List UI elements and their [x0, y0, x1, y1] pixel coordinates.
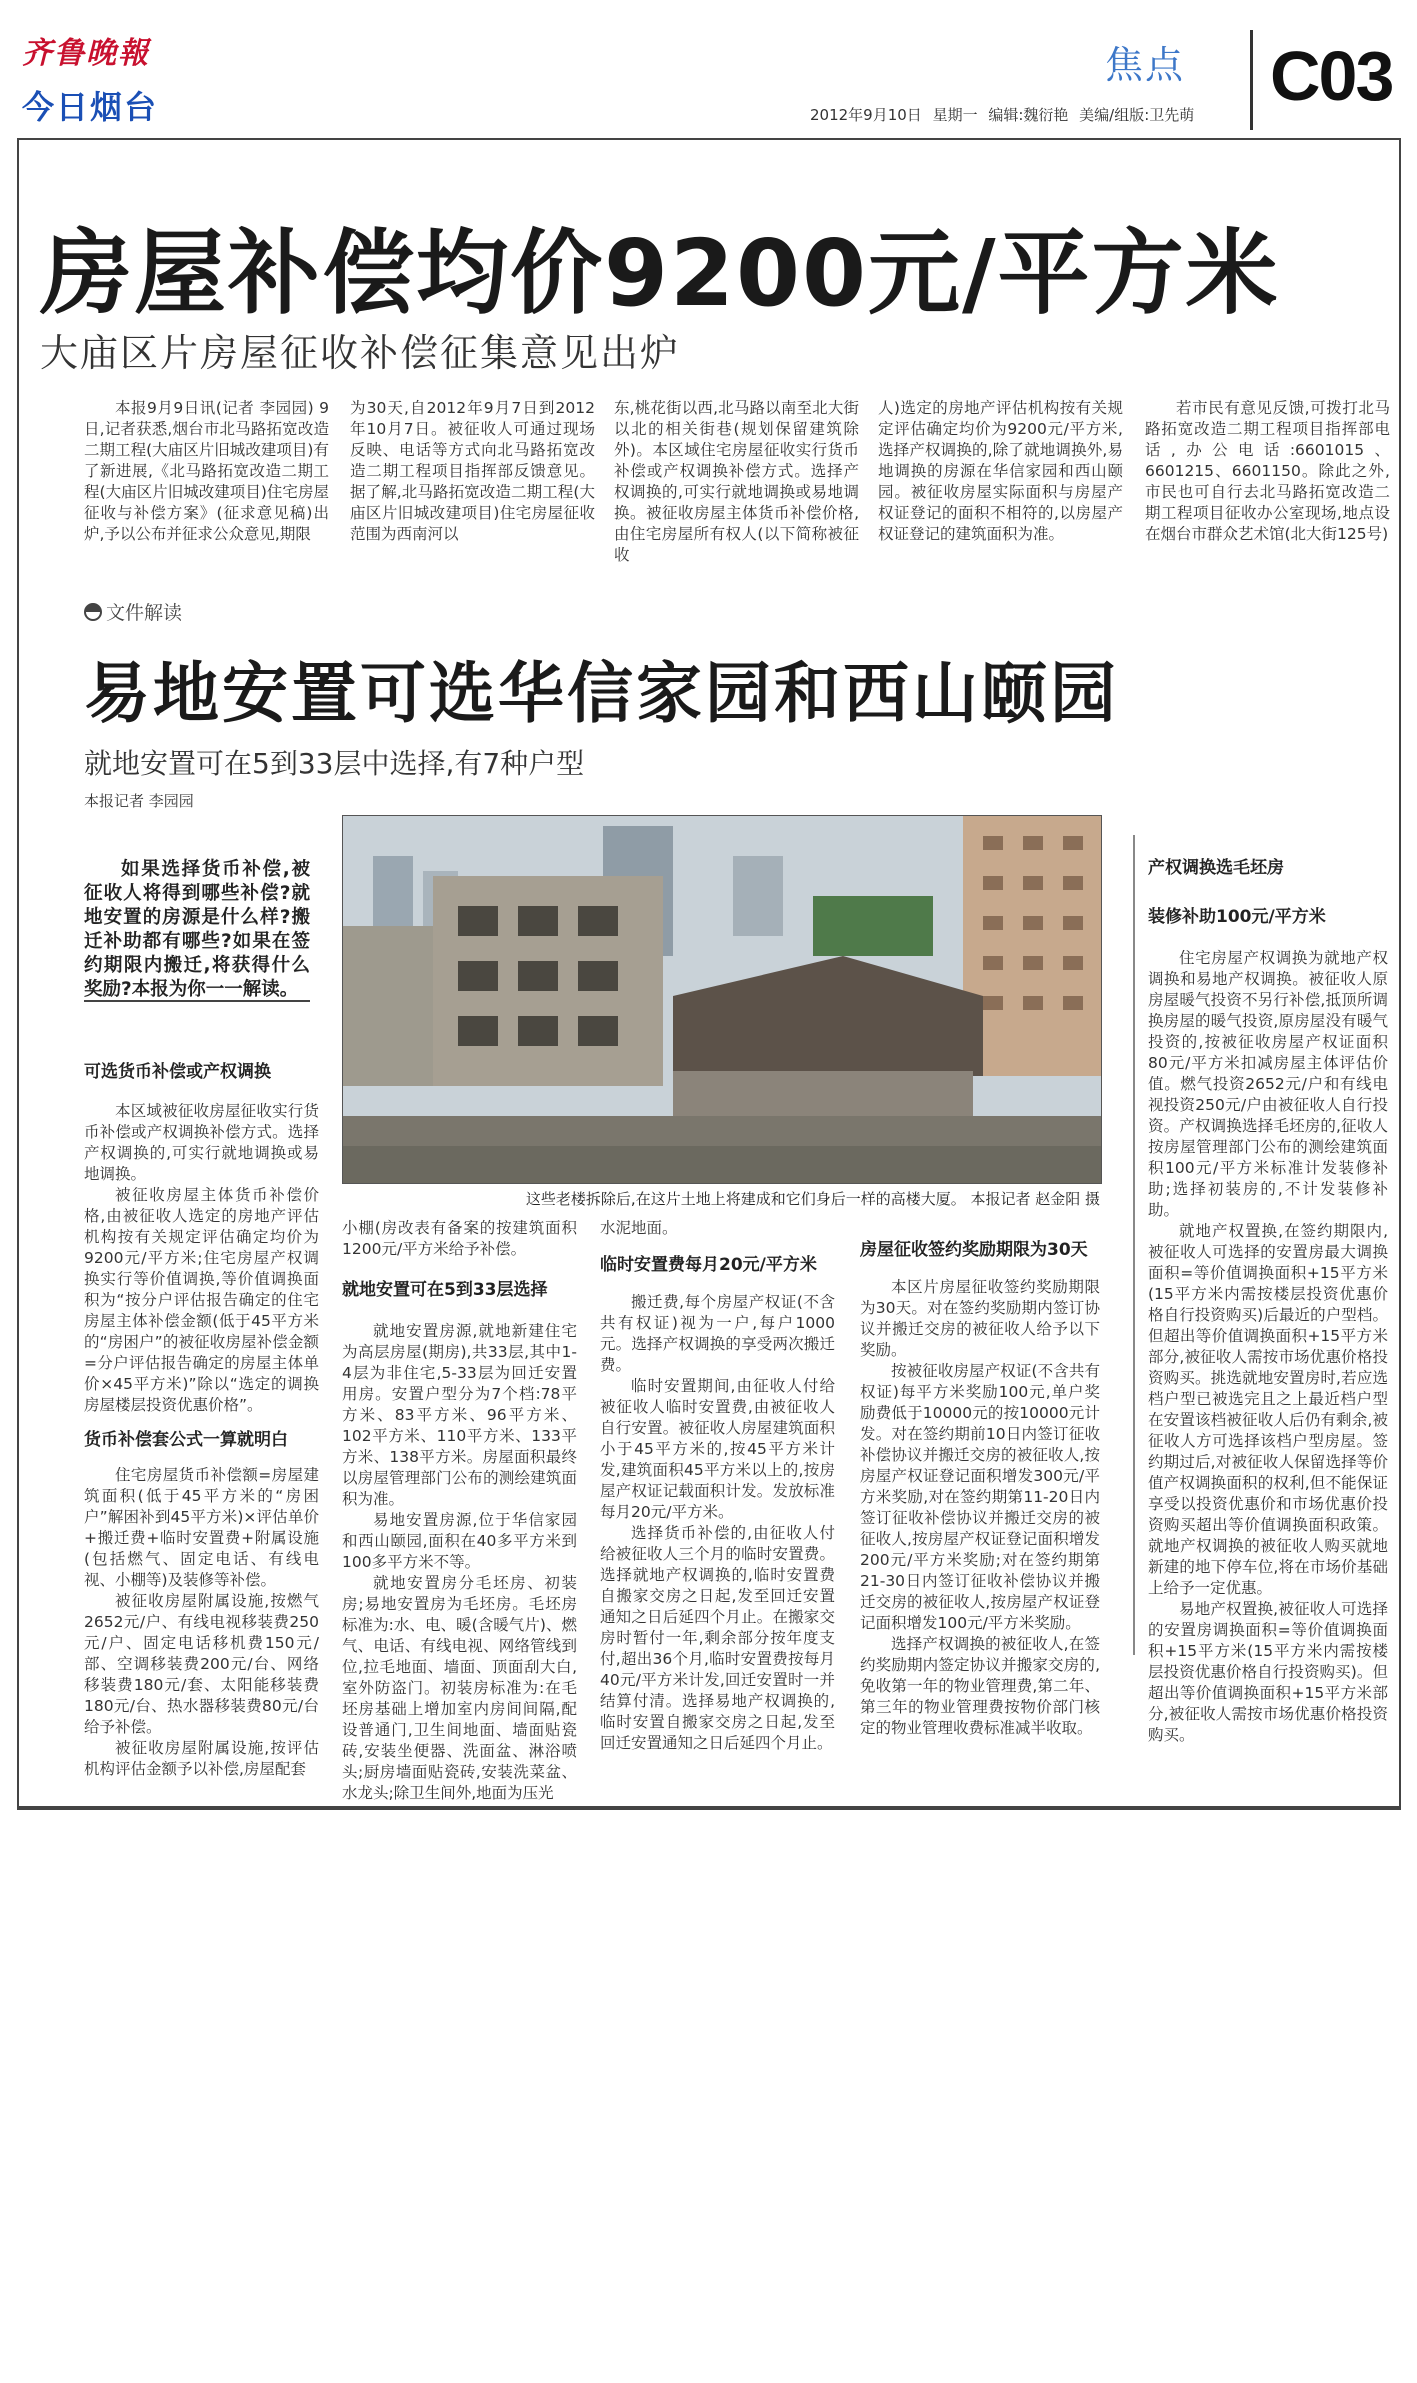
article2-subhead: 就地安置可在5到33层中选择,有7种户型 — [84, 747, 585, 780]
tag-icon — [84, 603, 102, 621]
article2-column-2: 小棚(房改表有备案的按建筑面积1200元/平方米给予补偿。 就地安置可在5到33层选择 就地安置房源,就地新建住宅为高层房屋(期房),共33层,其中1-4层为非住宅,5-33层为回迁安置用房。安置户型分为7个档:78平方米、83平方米、96平方米、102平方米、110平方米、133平方米、138平方米。房屋面积最终以房屋管理部门公布的测绘建筑面积为准。 易地安置房源,位于华信家园和西山颐园,面积在40多平方米到100多平方米不等。 就地安置房分毛坯房、初装房;易地安置房为毛坯房。毛坯房标准为:水、电、暖(含暖气片)、燃气、电话、有线电视、网络管线到位,拉毛地面、墙面、顶面刮大白,室外防盗门。初装房标准为:在毛坯房基础上增加室内房间间隔,配设普通门,卫生间地面、墙面贴瓷砖,安装坐便器、洗面盆、淋浴喷头;厨房墙面贴瓷砖,安装洗菜盆、水龙头;除卫生间外,地面为压光 — [342, 1219, 577, 1802]
subheading: 产权调换选毛坯房 — [1148, 858, 1284, 878]
newspaper-logo: 齐鲁晚報 — [22, 36, 150, 71]
subheading: 临时安置费每月20元/平方米 — [600, 1255, 817, 1275]
main-headline: 房屋补偿均价9200元/平方米 — [40, 220, 1280, 327]
article2-lead: 如果选择货币补偿,被征收人将得到哪些补偿?就地安置的房源是什么样?搬迁补助都有哪些?如果在签约期限内搬迁,将获得什么奖励?本报为你一一解读。 — [84, 859, 310, 1000]
subheading: 可选货币补偿或产权调换 — [84, 1062, 271, 1082]
article2-byline: 本报记者 李园园 — [84, 792, 194, 810]
lead-divider — [84, 1000, 310, 1002]
photo-caption: 这些老楼拆除后,在这片土地上将建成和它们身后一样的高楼大厦。 本报记者 赵金阳 摄 — [525, 1190, 1100, 1208]
subheading: 货币补偿套公式一算就明白 — [84, 1430, 288, 1450]
section-tag: 文件解读 — [84, 598, 182, 625]
subheading: 房屋征收签约奖励期限为30天 — [860, 1240, 1088, 1260]
subheading: 装修补助100元/平方米 — [1148, 907, 1326, 927]
edition-name: 今日烟台 — [22, 88, 159, 126]
article2-column-5: 产权调换选毛坯房 装修补助100元/平方米 住宅房屋产权调换为就地产权调换和易地产权调换。被征收人原房屋暖气投资不另行补偿,抵顶所调换房屋的暖气投资,原房屋没有暖气投资的,按被征收房屋产权证面积80元/平方米扣减房屋主体评估价值。燃气投资2652元/户和有线电视投资250元/户由被征收人自行投资。产权调换选择毛坯房的,征收人按房屋管理部门公布的测绘建筑面积100元/平方米标准计发装修补助;选择初装房的,不计发装修补助。 就地产权置换,在签约期限内,被征收人可选择的安置房最大调换面积=等价值调换面积+15平方米(15平方米内需按楼层投资优惠价格自行投资购买)后最近的户型档。但超出等价值调换面积+15平方米部分,被征收人需按市场优惠价格投资购买。挑选就地安置房时,若应选档户型已被选完且之上最近档户型在安置该档被征收人后仍有剩余,被征收人方可选择该档户型房屋。签约期过后,对被征收人保留选择等价值产权调换面积的权利,但不能保证享受以投资优惠价和市场优惠价投资购买超出等价值调换面积政策。就地产权调换的被征收人购买就地新建的地下停车位,将在市场价基础上给予一定优惠。 易地产权置换,被征收人可选择的安置房调换面积=等价值调换面积+15平方米(15平方米内需按楼层投资优惠价格自行投资购买)。但超出等价值调换面积+15平方米部分,被征收人需按市场优惠价格投资购买。 — [1148, 858, 1388, 1744]
masthead-divider — [1250, 30, 1253, 130]
article2-headline: 易地安置可选华信家园和西山颐园 — [84, 655, 1119, 732]
page-number: C03 — [1270, 37, 1393, 115]
section-name: 焦点 — [1105, 43, 1186, 87]
article1-column-4: 人)选定的房地产评估机构按有关规定评估确定均价为9200元/平方米,选择产权调换的,除了就地调换外,易地调换的房源在华信家园和西山颐园。被征收房屋实际面积与房屋产权证登记的面积不相符的,以房屋产权证登记的建筑面积为准。 — [878, 399, 1123, 543]
news-photo — [342, 815, 1102, 1184]
article2-column-3: 水泥地面。 临时安置费每月20元/平方米 搬迁费,每个房屋产权证(不含共有权证)视为一户,每户1000元。选择产权调换的享受两次搬迁费。 临时安置期间,由征收人付给被征收人临时安置费,由被征收人自行安置。被征收人房屋建筑面积小于45平方米的,按45平方米计发,建筑面积45平方米以上的,按房屋产权证记载面积计发。发放标准每月20元/平方米。 选择货币补偿的,由征收人付给被征收人三个月的临时安置费。选择就地产权调换的,临时安置费自搬家交房之日起,发至回迁安置通知之日后延四个月止。在搬家交房时暂付一年,剩余部分按年度支付,超出36个月,临时安置费按每月40元/平方米计发,回迁安置时一并结算付清。选择易地产权调换的,临时安置自搬家交房之日起,发至回迁安置通知之日后延四个月止。 — [600, 1219, 835, 1752]
photo-buildings-illustration — [343, 816, 1101, 1183]
subheading: 就地安置可在5到33层选择 — [342, 1280, 548, 1300]
article1-column-3: 东,桃花街以西,北马路以南至北大街以北的相关街巷(规划保留建筑除外)。本区域住宅房屋征收实行货币补偿或产权调换补偿方式。选择产权调换的,可实行就地调换或易地调换。被征收房屋主体货币补偿价格,由住宅房屋所有权人(以下简称被征收 — [614, 399, 859, 564]
article2-column-4: 房屋征收签约奖励期限为30天 本区片房屋征收签约奖励期限为30天。对在签约奖励期内签订协议并搬迁交房的被征收人给予以下奖励。 按被征收房屋产权证(不含共有权证)每平方米奖励100元,单户奖励费低于10000元的按10000元计发。对在签约期前10日内签订征收补偿协议并搬迁交房的被征收人,按房屋产权证登记面积增发300元/平方米奖励,对在签约期第11-20日内签订征收补偿协议并搬迁交房的被征收人,按房屋产权证登记面积增发200元/平方米奖励;对在签约期第21-30日内签订征收补偿协议并搬迁交房的被征收人,按房屋产权证登记面积增发100元/平方米奖励。 选择产权调换的被征收人,在签约奖励期内签定协议并搬家交房的,免收第一年的物业管理费,第二年、第三年的物业管理费按物价部门核定的物业管理收费标准减半收取。 — [860, 1240, 1100, 1737]
article1-column-2: 为30天,自2012年9月7日到2012年10月7日。被征收人可通过现场反映、电话等方式向北马路拓宽改造二期工程项目指挥部反馈意见。据了解,北马路拓宽改造二期工程(大庙区片旧城改建项目)住宅房屋征收范围为西南河以 — [350, 399, 595, 543]
article1-column-5: 若市民有意见反馈,可拨打北马路拓宽改造二期工程项目指挥部电话,办公电话:6601015、6601215、6601150。除此之外,市民也可自行去北马路拓宽改造二期工程项目征收办公室现场,地点设在烟台市群众艺术馆(北大街125号) — [1145, 399, 1390, 543]
main-subhead: 大庙区片房屋征收补偿征集意见出炉 — [40, 331, 681, 375]
bottom-rule — [17, 1806, 1401, 1808]
article1-column-1: 本报9月9日讯(记者 李园园) 9日,记者获悉,烟台市北马路拓宽改造二期工程(大庙区片旧城改建项目)有了新进展,《北马路拓宽改造二期工程(大庙区片旧城改建项目)住宅房屋征收与补偿方案》(征求意见稿)出炉,予以公布并征求公众意见,期限 — [84, 399, 329, 543]
column-divider — [1133, 835, 1135, 1655]
dateline: 2012年9月10日 星期一 编辑:魏衍艳 美编/组版:卫先萌 — [810, 106, 1195, 124]
article2-column-1: 可选货币补偿或产权调换 本区域被征收房屋征收实行货币补偿或产权调换补偿方式。选择产权调换的,可实行就地调换或易地调换。 被征收房屋主体货币补偿价格,由被征收人选定的房地产评估机构按有关规定评估确定均价为9200元/平方米;住宅房屋产权调换实行等价值调换,等价值调换面积为“按分户评估报告确定的住宅房屋主体补偿金额(低于45平方米的“房困户”的被征收房屋补偿金额=分户评估报告确定的房屋主体单价×45平方米)”除以“选定的调换房屋楼层投资优惠价格”。 货币补偿套公式一算就明白 住宅房屋货币补偿额=房屋建筑面积(低于45平方米的“房困户”解困补到45平方米)×评估单价+搬迁费+临时安置费+附属设施(包括燃气、固定电话、有线电视、小棚等)及装修等补偿。 被征收房屋附属设施,按燃气2652元/户、有线电视移装费250元/户、固定电话移机费150元/部、空调移装费200元/台、网络移装费180元/套、太阳能移装费180元/台、热水器移装费80元/台给予补偿。 被征收房屋附属设施,按评估机构评估金额予以补偿,房屋配套 — [84, 1062, 319, 1778]
